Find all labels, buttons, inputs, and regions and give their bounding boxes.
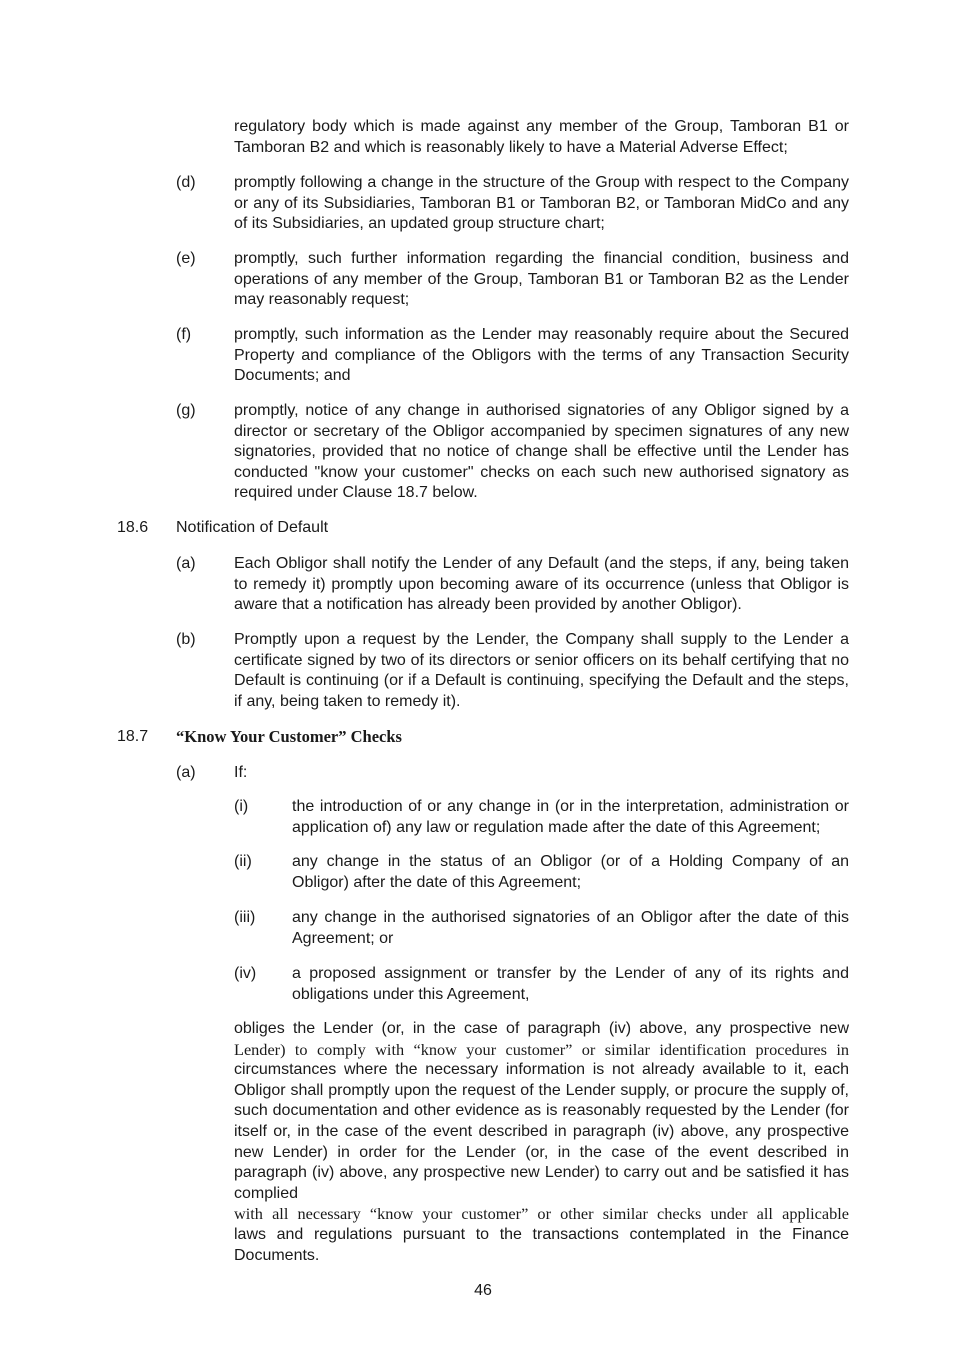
section-title-18-6: Notification of Default: [176, 519, 329, 536]
item-marker-e: (e): [176, 250, 196, 267]
item-e-text: promptly, such further information regarding the financial condition, business and operations of any member of the Group, Tamboran B1 or Tamboran B2 as the Lender may reasonably request;: [234, 250, 849, 309]
closing-line-1: obliges the Lender (or, in the case of paragraph (iv) above, any prospective new: [234, 1020, 849, 1037]
subitem-ii-text: any change in the status of an Obligor (or of a Holding Company of an Obligor) after the date of this Agreement;: [292, 853, 849, 891]
subitem-iii-text: any change in the authorised signatories of an Obligor after the date of this Agreement; or: [292, 909, 849, 947]
subitem-marker-ii: (ii): [234, 853, 252, 870]
subitem-marker-iv: (iv): [234, 965, 257, 982]
closing-line-kyc: with all necessary “know your customer” or other similar checks under all applicable: [234, 1204, 849, 1224]
item-18-6-a-text: Each Obligor shall notify the Lender of any Default (and the steps, if any, being taken to remedy it) promptly upon becoming aware of its occurrence (unless that Obligor is aware that a notification has already been provided by another Obligor).: [234, 555, 849, 614]
section-title-18-7: “Know Your Customer” Checks: [176, 727, 402, 746]
closing-paragraph: [234, 1019, 849, 1266]
item-18-6-b-text: Promptly upon a request by the Lender, the Company shall supply to the Lender a certificate signed by two of its directors or senior officers on its behalf certifying that no Default is continuing (or if a Default is continuing, specifying the Default and the steps, if any, being taken to remedy it).: [234, 631, 849, 710]
item-marker-18-6-b: (b): [176, 631, 196, 648]
continuation-paragraph: regulatory body which is made against any member of the Group, Tamboran B1 or Tamboran B2 and which is reasonably likely to have a Material Adverse Effect;: [234, 118, 849, 156]
subitem-marker-iii: (iii): [234, 909, 256, 926]
item-marker-g: (g): [176, 402, 196, 419]
subitem-marker-i: (i): [234, 798, 249, 815]
item-marker-18-7-a: (a): [176, 764, 196, 781]
section-number-18-7: 18.7: [117, 728, 149, 745]
item-d-text: promptly following a change in the structure of the Group with respect to the Company or any of its Subsidiaries, Tamboran B1 or Tamboran B2, or Tamboran MidCo and any of its Subsidiaries, an updated group structure chart;: [234, 174, 849, 233]
closing-tail: laws and regulations pursuant to the transactions contemplated in the Finance Documents.: [234, 1225, 849, 1264]
closing-body: circumstances where the necessary information is not already available to it, each Obligor shall promptly upon the request of the Lender supply, or procure the supply of, such documentation and other evidence as is reasonably requested by the Lender (for itself or, in the case of the event described in paragraph (iv) above, any prospective new Lender) in order for the Lender (or, in the case of the event described in paragraph (iv) above, any prospective new Lender) to carry out and be satisfied it has complied: [234, 1061, 849, 1202]
item-marker-18-6-a: (a): [176, 555, 196, 572]
page-number: 46: [474, 1282, 492, 1299]
item-18-7-a-text: If:: [234, 764, 248, 781]
subitem-i-text: the introduction of or any change in (or in the interpretation, administration or application of) any law or regulation made after the date of this Agreement;: [292, 798, 849, 836]
item-marker-f: (f): [176, 326, 192, 343]
item-g-text: promptly, notice of any change in authorised signatories of any Obligor signed by a director or secretary of the Obligor accompanied by specimen signatures of any new signatories, provided that no notice of change shall be effective until the Lender has conducted "know your customer" checks on each such new authorised signatory as required under Clause 18.7 below.: [234, 402, 849, 502]
section-number-18-6: 18.6: [117, 519, 149, 536]
item-f-text: promptly, such information as the Lender may reasonably require about the Secured Property and compliance of the Obligors with the terms of any Transaction Security Documents; and: [234, 326, 849, 385]
item-marker-d: (d): [176, 174, 196, 191]
closing-line-2: Lender) to comply with “know your customer” or similar identification procedures in: [234, 1039, 849, 1059]
subitem-iv-text: a proposed assignment or transfer by the Lender of any of its rights and obligations under this Agreement,: [292, 965, 849, 1003]
